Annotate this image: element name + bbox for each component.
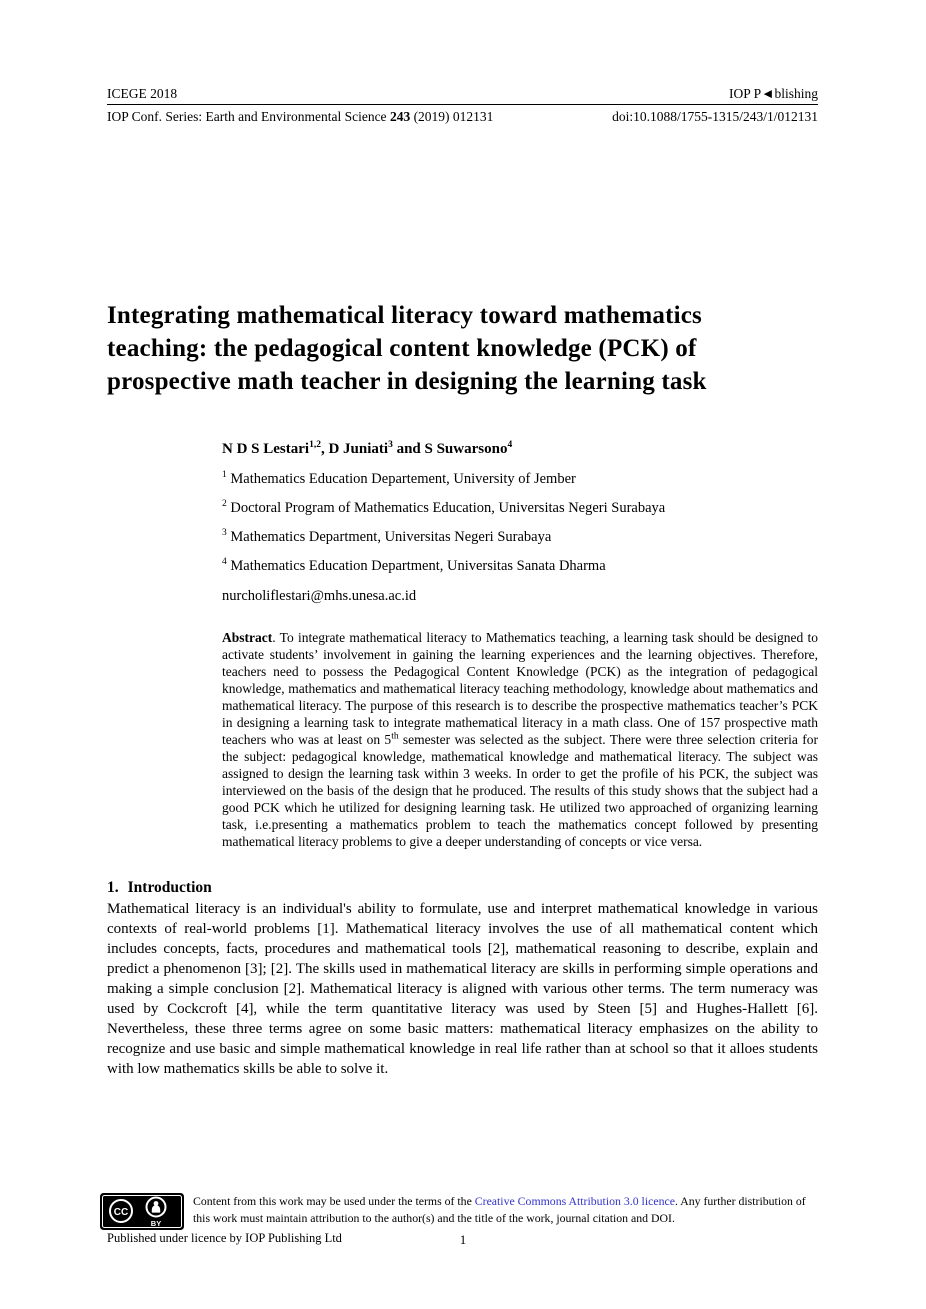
cc-by-badge-icon — [100, 1193, 184, 1230]
abstract-text-2: semester was selected as the subject. There were three selection criteria for the subject: pedagogical knowledge, mathematical knowledge and mathematical literacy. The subject was assigned to design the learning task within 3 weeks. In order to get the profile of his PCK, the subject was interviewed on the basis of the design that he produced. The results of this study shows that the subject had a good PCK which he utilized for designing learning task. He utilized two approached of organizing learning task, i.e.presenting a mathematics problem to teach the mathematics concept followed by presenting mathematical literacy problems to give a deeper understanding of concepts or vice versa. — [222, 732, 818, 849]
title-line-3: prospective math teacher in designing the learning task — [107, 368, 707, 395]
abstract-label: Abstract — [222, 630, 273, 645]
title-line-2: teaching: the pedagogical content knowledge (PCK) of — [107, 335, 697, 362]
affiliation-4 — [222, 558, 818, 575]
affiliation-3 — [222, 529, 818, 546]
contact-email: nurcholiflestari@mhs.unesa.ac.id — [222, 588, 417, 604]
abstract-text-1: . To integrate mathematical literacy to Mathematics teaching, a learning task should be designed to activate students’ involvement in gaining the learning experiences and the learning objectives. Therefore, teachers need to possess the Pedagogical Content Knowledge (PCK) as the integration of pedagogical knowledge, mathematics and mathematical literacy teaching methodology, knowledge about mathematics and mathematical literacy. The purpose of this research is to describe the prospective mathematics teacher’s PCK in designing a learning task to integrate mathematical literacy in a math class. One of 157 prospective math teachers who was at least on 5 — [222, 630, 818, 747]
conference-name: ICEGE 2018 — [107, 86, 178, 101]
published-line: Published under licence by IOP Publishing Ltd — [107, 1231, 342, 1245]
author-2: , D Juniati — [320, 441, 389, 457]
affiliation-1-text: Mathematics Education Departement, University of Jember — [226, 471, 576, 487]
citation-row — [107, 109, 818, 125]
page-content — [107, 0, 818, 1079]
page-number: 1 — [459, 1232, 467, 1247]
affiliation-2 — [222, 500, 818, 517]
section-heading-introduction — [107, 878, 818, 898]
affiliation-3-sup: 3 — [222, 528, 227, 539]
paper-title — [107, 299, 818, 398]
author-2-affil-sup: 3 — [388, 440, 393, 450]
cc-label: CC — [113, 1207, 129, 1218]
license-text-before: Content from this work may be used under the terms of the — [193, 1194, 475, 1208]
citation-text: IOP Conf. Series: Earth and Environmental Science 243 (2019) 012131 — [107, 109, 494, 124]
authors-line — [222, 440, 818, 459]
license-text-after: . Any further distribution of this work must maintain attribution to the author(s) and the title of the work, journal citation and DOI. — [193, 1194, 806, 1225]
affiliation-1-sup: 1 — [222, 470, 227, 481]
by-label: BY — [150, 1219, 162, 1228]
author-3-affil-sup: 4 — [507, 440, 513, 450]
doi-text: doi:10.1088/1755-1315/243/1/012131 — [612, 109, 818, 124]
abstract-ordinal-sup: th — [391, 731, 399, 742]
section-name: Introduction — [127, 879, 212, 896]
citation-volume: 243 — [389, 109, 411, 124]
affiliation-2-text: Doctoral Program of Mathematics Education, Universitas Negeri Surabaya — [226, 500, 666, 516]
abstract — [222, 629, 818, 850]
affiliation-4-sup: 4 — [222, 557, 227, 568]
cc-license-link[interactable]: Creative Commons Attribution 3.0 licence — [474, 1194, 675, 1208]
footer — [100, 1193, 826, 1255]
publisher-name: IOP P◄blishing — [728, 86, 818, 101]
affiliation-4-text: Mathematics Education Department, Universitas Sanata Dharma — [226, 558, 606, 574]
journal-header-row — [107, 0, 818, 105]
affiliation-2-sup: 2 — [222, 499, 227, 510]
author-3: and S Suwarsono — [392, 441, 508, 457]
license-text — [193, 1193, 823, 1227]
affiliation-3-text: Mathematics Department, Universitas Negeri Surabaya — [226, 529, 552, 545]
author-1-affil-sup: 1,2 — [309, 440, 321, 450]
author-1: N D S Lestari — [222, 441, 310, 457]
introduction-paragraph: Mathematical literacy is an individual's ability to formulate, use and interpret mathematical knowledge in various contexts of real-world problems [1]. Mathematical literacy involves the use of all mathematical content which includes concepts, facts, procedures and mathematical tools [2], mathematical reasoning to describe, explain and predict a phenomenon [3]; [2]. The skills used in mathematical literacy are skills in performing simple operations and making a simple conclusion [2]. Mathematical literacy is aligned with various other terms. The term numeracy was used by Cockcroft [4], while the term quantitative literacy was used by Steen [5] and Hughes-Hallett [6]. Nevertheless, these three terms agree on some basic matters: mathematical literacy emphasizes on the ability to recognize and use basic and simple mathematical knowledge in real life rather than at school so that it alloes students with low mathematics skills be able to solve it. — [107, 901, 818, 1077]
section-number: 1. — [107, 879, 119, 896]
title-line-1: Integrating mathematical literacy toward mathematics — [107, 302, 702, 329]
license-row — [100, 1193, 826, 1230]
affiliation-1 — [222, 471, 818, 488]
